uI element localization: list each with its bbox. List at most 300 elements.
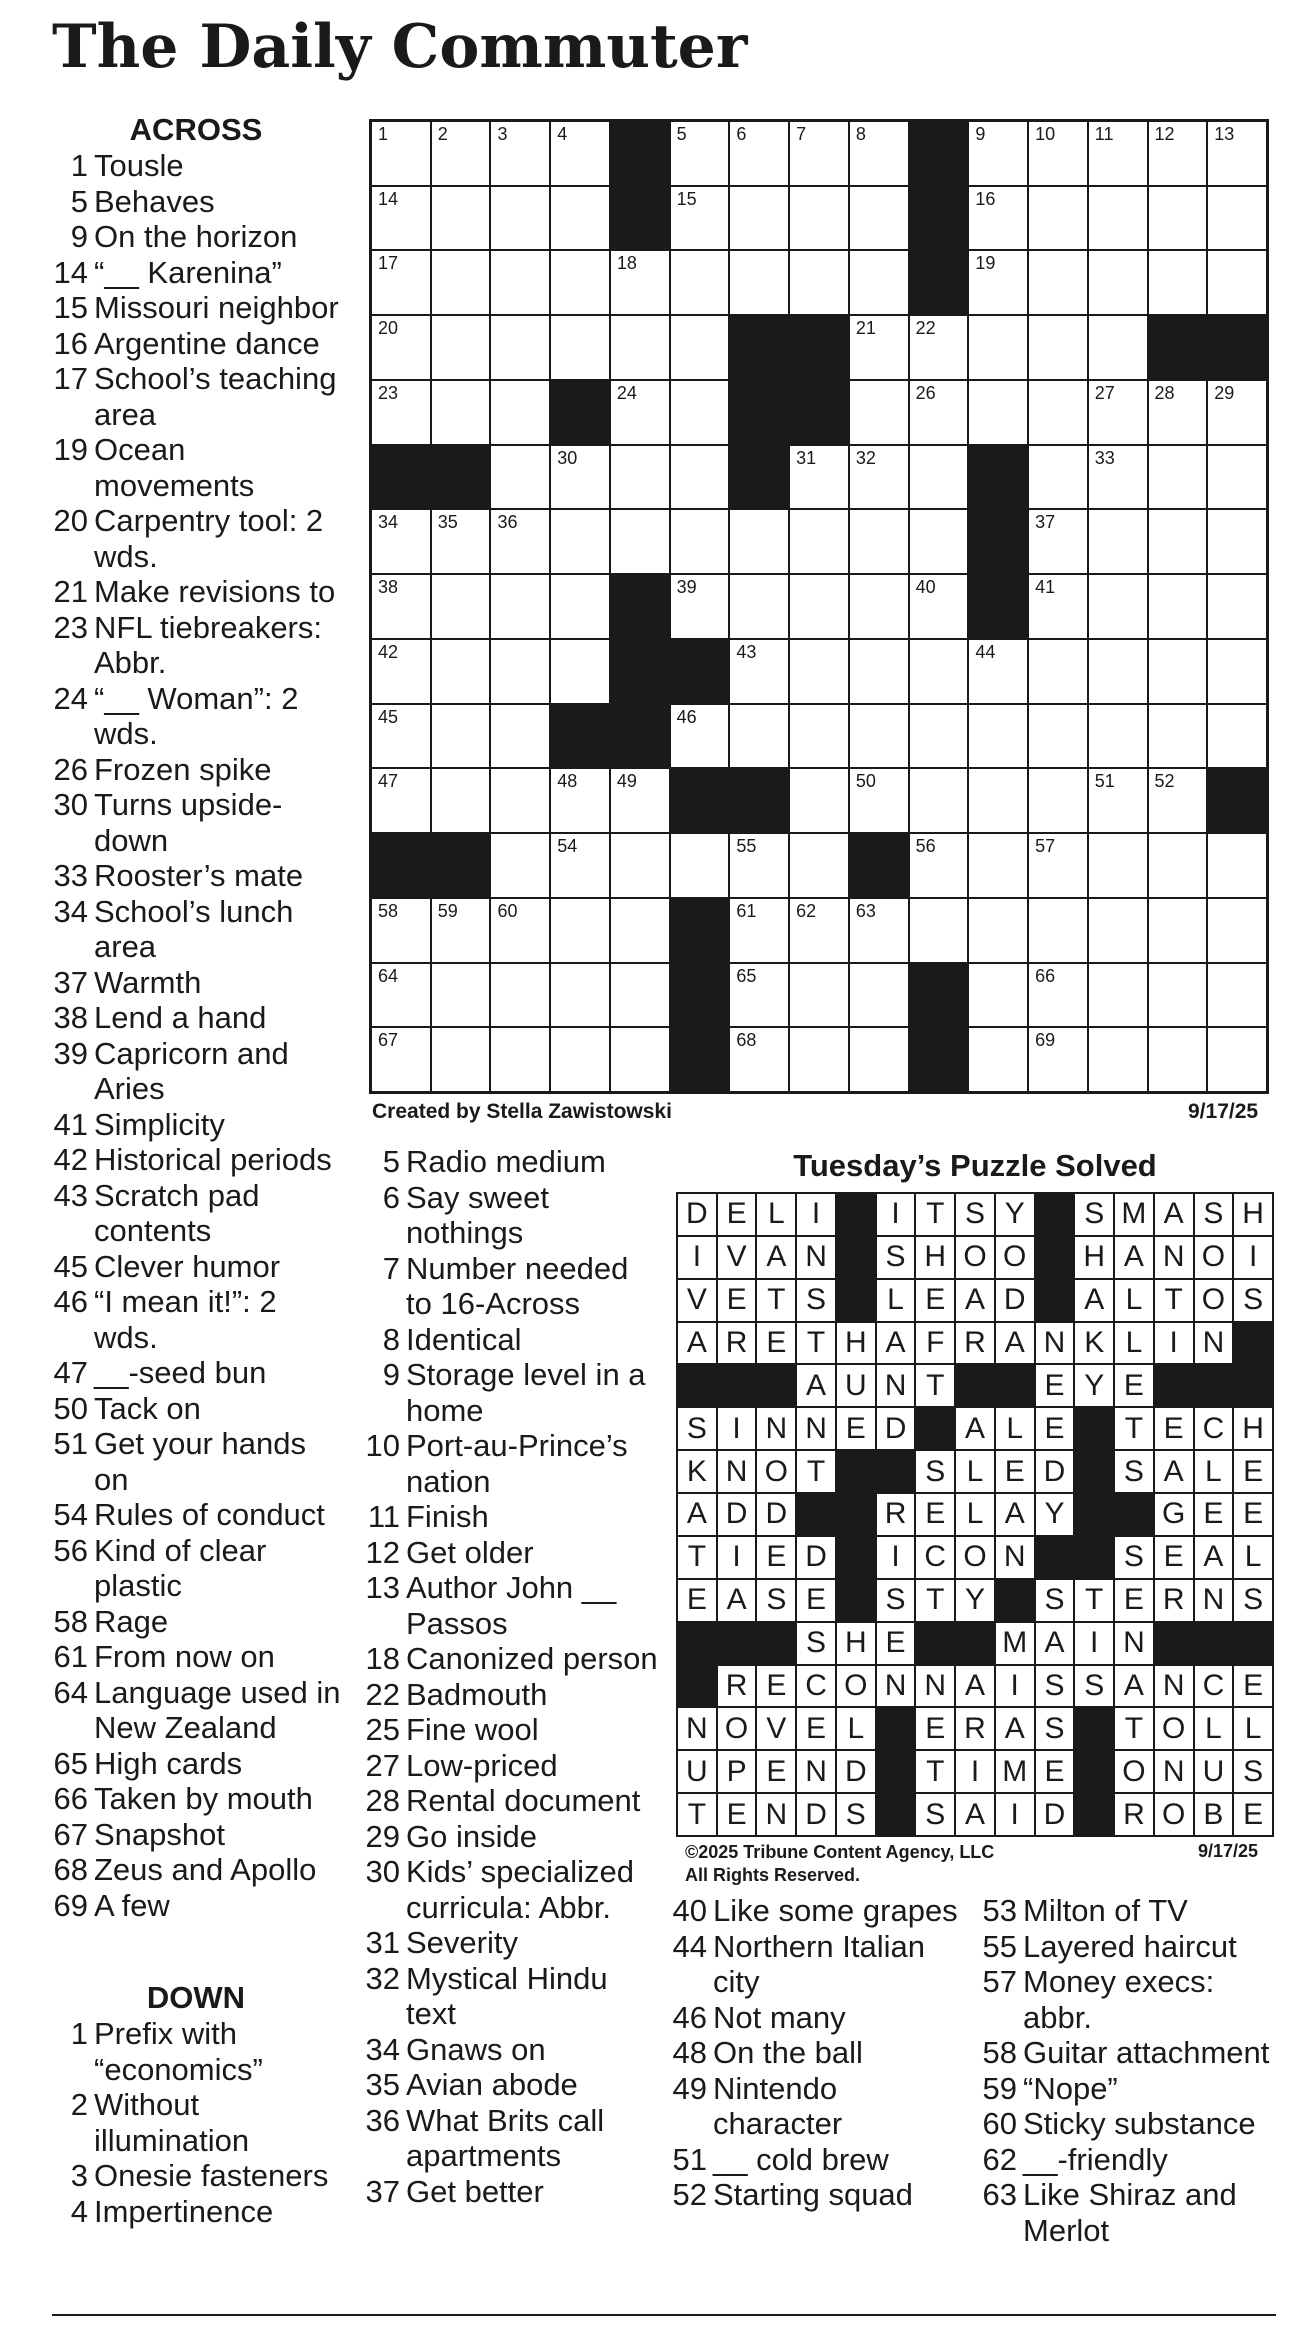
cell-number: 43	[736, 641, 757, 662]
grid-cell[interactable]	[1029, 834, 1087, 897]
solved-puzzle-date: 9/17/25	[1198, 1841, 1259, 1861]
grid-cell[interactable]	[1149, 575, 1207, 638]
clue-text: Like some grapes	[713, 1893, 958, 1928]
grid-cell[interactable]	[432, 316, 490, 379]
grid-cell[interactable]	[1089, 575, 1147, 638]
clue-text: __ cold brew	[713, 2141, 889, 2177]
clue-across-39	[46, 1036, 346, 1107]
solved-cell: D	[877, 1408, 915, 1449]
grid-cell[interactable]	[671, 381, 729, 444]
grid-cell[interactable]	[850, 316, 908, 379]
clue-down_col2-25	[358, 1712, 658, 1748]
grid-cell[interactable]	[1029, 705, 1087, 768]
grid-cell[interactable]	[432, 575, 490, 638]
black-square	[611, 575, 669, 638]
grid-cell[interactable]	[611, 899, 669, 962]
clue-text: __-seed bun	[94, 1355, 267, 1390]
grid-cell[interactable]	[969, 899, 1027, 962]
black-square	[910, 964, 968, 1027]
grid-cell[interactable]	[730, 705, 788, 768]
grid-cell[interactable]	[1089, 381, 1147, 444]
grid-cell[interactable]	[432, 187, 490, 250]
grid-cell[interactable]	[372, 510, 430, 573]
grid-cell[interactable]	[1149, 964, 1207, 1027]
solved-cell: S	[797, 1280, 835, 1321]
grid-cell[interactable]	[790, 834, 848, 897]
grid-cell[interactable]	[671, 575, 729, 638]
cell-number: 63	[855, 900, 876, 921]
grid-cell[interactable]	[372, 1028, 430, 1091]
grid-cell[interactable]	[611, 1028, 669, 1091]
grid-cell[interactable]	[1208, 1028, 1266, 1091]
grid-cell[interactable]	[491, 122, 549, 185]
solved-cell: D	[797, 1794, 835, 1835]
clue-down_col2-32	[358, 1961, 658, 2032]
grid-cell[interactable]	[491, 834, 549, 897]
clue-text: Go inside	[406, 1818, 537, 1854]
grid-cell[interactable]	[1029, 187, 1087, 250]
cell-number: 69	[1035, 1030, 1056, 1051]
grid-cell[interactable]	[611, 769, 669, 832]
solved-cell: M	[996, 1623, 1034, 1664]
clue-across-64	[46, 1675, 346, 1746]
black-square	[671, 1028, 729, 1091]
solved-cell: S	[1195, 1194, 1233, 1235]
grid-cell[interactable]	[1208, 834, 1266, 897]
grid-cell[interactable]	[1029, 510, 1087, 573]
grid-cell[interactable]	[1029, 964, 1087, 1027]
grid-cell[interactable]	[1029, 1028, 1087, 1091]
solved-black-square	[1036, 1194, 1074, 1235]
grid-cell[interactable]	[1208, 251, 1266, 314]
grid-cell[interactable]	[1089, 122, 1147, 185]
grid-cell[interactable]	[372, 316, 430, 379]
grid-cell[interactable]	[611, 834, 669, 897]
grid-cell[interactable]	[551, 1028, 609, 1091]
grid-cell[interactable]	[1029, 899, 1087, 962]
grid-cell[interactable]	[432, 381, 490, 444]
grid-cell[interactable]	[1089, 640, 1147, 703]
grid-cell[interactable]	[611, 251, 669, 314]
grid-cell[interactable]	[1089, 187, 1147, 250]
black-square	[432, 446, 490, 509]
grid-cell[interactable]	[1208, 187, 1266, 250]
grid-cell[interactable]	[671, 705, 729, 768]
solved-cell: I	[1075, 1623, 1113, 1664]
grid-cell[interactable]	[551, 251, 609, 314]
grid-cell[interactable]	[1208, 575, 1266, 638]
grid-cell[interactable]	[969, 251, 1027, 314]
clue-text: Number needed to 16-Across	[406, 1250, 629, 1321]
grid-cell[interactable]	[1149, 446, 1207, 509]
solved-cell: E	[1234, 1794, 1272, 1835]
clue-text: School’s lunch area	[94, 893, 294, 964]
clue-text: “__ Woman”: 2 wds.	[94, 680, 299, 751]
cell-number: 42	[378, 641, 399, 662]
grid-cell[interactable]	[730, 575, 788, 638]
cell-number: 68	[736, 1030, 757, 1051]
grid-cell[interactable]	[969, 769, 1027, 832]
grid-cell[interactable]	[551, 446, 609, 509]
clue-number: 18	[365, 1641, 400, 1676]
grid-cell[interactable]	[551, 769, 609, 832]
grid-cell[interactable]	[551, 316, 609, 379]
grid-cell[interactable]	[790, 640, 848, 703]
black-square	[969, 575, 1027, 638]
grid-cell[interactable]	[969, 640, 1027, 703]
grid-cell[interactable]	[790, 964, 848, 1027]
grid-cell[interactable]	[491, 1028, 549, 1091]
grid-cell[interactable]	[850, 510, 908, 573]
grid-cell[interactable]	[1089, 446, 1147, 509]
solved-cell: E	[1234, 1451, 1272, 1492]
grid-cell[interactable]	[910, 510, 968, 573]
grid-cell[interactable]	[491, 381, 549, 444]
cell-number: 10	[1035, 124, 1056, 144]
clue-text: Fine wool	[406, 1712, 539, 1747]
grid-cell[interactable]	[671, 316, 729, 379]
grid-cell[interactable]	[910, 705, 968, 768]
clue-down_col4-53	[975, 1893, 1275, 1929]
solved-cell: D	[797, 1537, 835, 1578]
grid-cell[interactable]	[1029, 251, 1087, 314]
solved-cell: N	[1155, 1666, 1193, 1707]
clue-number: 42	[53, 1142, 88, 1177]
grid-cell[interactable]	[1149, 769, 1207, 832]
grid-cell[interactable]	[372, 575, 430, 638]
grid-cell[interactable]	[372, 251, 430, 314]
grid-cell[interactable]	[730, 834, 788, 897]
grid-cell[interactable]	[1089, 251, 1147, 314]
grid-cell[interactable]	[850, 251, 908, 314]
clue-text: Badmouth	[406, 1676, 548, 1712]
solved-cell: N	[678, 1708, 716, 1749]
grid-cell[interactable]	[671, 251, 729, 314]
grid-cell[interactable]	[671, 510, 729, 573]
grid-cell[interactable]	[850, 575, 908, 638]
grid-cell[interactable]	[850, 446, 908, 509]
grid-cell[interactable]	[910, 446, 968, 509]
cell-number: 14	[378, 188, 399, 209]
solved-cell: S	[1234, 1280, 1272, 1321]
grid-cell[interactable]	[1089, 1028, 1147, 1091]
black-square	[1149, 316, 1207, 379]
grid-cell[interactable]	[1149, 899, 1207, 962]
solved-cell: E	[718, 1794, 756, 1835]
grid-cell[interactable]	[432, 510, 490, 573]
grid-cell[interactable]	[551, 964, 609, 1027]
clue-text: On the horizon	[94, 219, 298, 254]
grid-cell[interactable]	[1089, 899, 1147, 962]
grid-cell[interactable]	[910, 834, 968, 897]
grid-cell[interactable]	[910, 640, 968, 703]
down-clue-list-2	[358, 1144, 658, 2209]
grid-cell[interactable]	[1029, 381, 1087, 444]
clue-down_col2-28	[358, 1783, 658, 1819]
clue-text: Avian abode	[406, 2067, 578, 2102]
black-square	[1208, 316, 1266, 379]
clue-text: “Nope”	[1023, 2070, 1118, 2106]
clue-text: Snapshot	[94, 1816, 225, 1852]
grid-cell[interactable]	[491, 187, 549, 250]
grid-cell[interactable]	[1149, 705, 1207, 768]
grid-cell[interactable]	[730, 251, 788, 314]
grid-cell[interactable]	[1089, 510, 1147, 573]
grid-cell[interactable]	[850, 899, 908, 962]
solved-black-square	[1115, 1494, 1153, 1535]
grid-cell[interactable]	[432, 251, 490, 314]
grid-cell[interactable]	[1089, 834, 1147, 897]
grid-cell[interactable]	[969, 834, 1027, 897]
grid-cell[interactable]	[969, 316, 1027, 379]
solved-puzzle-title: Tuesday’s Puzzle Solved	[793, 1148, 1157, 1183]
solved-cell: I	[877, 1537, 915, 1578]
grid-cell[interactable]	[551, 187, 609, 250]
clue-text: Without illumination	[94, 2087, 250, 2158]
solved-cell: C	[916, 1537, 954, 1578]
solved-cell: P	[718, 1751, 756, 1792]
cell-number: 12	[1154, 124, 1175, 144]
grid-cell[interactable]	[611, 316, 669, 379]
clue-text: Nintendo character	[713, 2070, 843, 2141]
grid-cell[interactable]	[850, 1028, 908, 1091]
grid-cell[interactable]	[671, 446, 729, 509]
grid-cell[interactable]	[969, 381, 1027, 444]
grid-cell[interactable]	[551, 899, 609, 962]
grid-cell[interactable]	[910, 316, 968, 379]
clue-down_col3-44	[665, 1929, 965, 2000]
grid-cell[interactable]	[372, 705, 430, 768]
clue-text: Lend a hand	[94, 1000, 267, 1035]
grid-cell[interactable]	[611, 446, 669, 509]
clue-number: 49	[672, 2070, 707, 2106]
grid-cell[interactable]	[671, 834, 729, 897]
grid-cell[interactable]	[910, 769, 968, 832]
grid-cell[interactable]	[910, 381, 968, 444]
black-square	[910, 187, 968, 250]
grid-cell[interactable]	[730, 1028, 788, 1091]
solved-black-square	[996, 1580, 1034, 1621]
grid-cell[interactable]	[551, 122, 609, 185]
clue-across-17	[46, 361, 346, 432]
grid-cell[interactable]	[969, 964, 1027, 1027]
grid-cell[interactable]	[1029, 122, 1087, 185]
grid-cell[interactable]	[969, 122, 1027, 185]
grid-cell[interactable]	[1149, 122, 1207, 185]
solved-cell: O	[718, 1708, 756, 1749]
grid-cell[interactable]	[432, 769, 490, 832]
grid-cell[interactable]	[730, 964, 788, 1027]
grid-cell[interactable]	[372, 964, 430, 1027]
clue-down_col4-58	[975, 2035, 1275, 2071]
grid-cell[interactable]	[1029, 446, 1087, 509]
clue-text: NFL tiebreakers: Abbr.	[94, 609, 322, 680]
solved-cell: D	[837, 1751, 875, 1792]
grid-cell[interactable]	[790, 1028, 848, 1091]
grid-cell[interactable]	[1089, 964, 1147, 1027]
grid-cell[interactable]	[372, 640, 430, 703]
clue-number: 48	[672, 2035, 707, 2070]
grid-cell[interactable]	[850, 769, 908, 832]
grid-cell[interactable]	[910, 899, 968, 962]
grid-cell[interactable]	[372, 187, 430, 250]
grid-cell[interactable]	[790, 899, 848, 962]
grid-cell[interactable]	[1149, 834, 1207, 897]
cell-number: 15	[676, 188, 697, 209]
grid-cell[interactable]	[1029, 316, 1087, 379]
grid-cell[interactable]	[1149, 251, 1207, 314]
grid-cell[interactable]	[850, 122, 908, 185]
grid-cell[interactable]	[1208, 705, 1266, 768]
clue-text: “__ Karenina”	[94, 254, 282, 290]
grid-cell[interactable]	[969, 705, 1027, 768]
grid-cell[interactable]	[1208, 381, 1266, 444]
grid-cell[interactable]	[432, 899, 490, 962]
grid-cell[interactable]	[1208, 640, 1266, 703]
black-square	[551, 381, 609, 444]
grid-cell[interactable]	[432, 964, 490, 1027]
grid-cell[interactable]	[432, 640, 490, 703]
clue-down_col3-51	[665, 2142, 965, 2178]
grid-cell[interactable]	[491, 510, 549, 573]
grid-cell[interactable]	[611, 964, 669, 1027]
grid-cell[interactable]	[551, 575, 609, 638]
grid-cell[interactable]	[1149, 640, 1207, 703]
grid-cell[interactable]	[790, 769, 848, 832]
grid-cell[interactable]	[372, 122, 430, 185]
grid-cell[interactable]	[1149, 510, 1207, 573]
grid-cell[interactable]	[790, 510, 848, 573]
grid-cell[interactable]	[1149, 1028, 1207, 1091]
clue-text: Mystical Hindu text	[406, 1960, 608, 2031]
clue-down_col4-62	[975, 2142, 1275, 2178]
grid-cell[interactable]	[372, 381, 430, 444]
cell-number: 31	[796, 447, 817, 468]
solved-black-square	[837, 1494, 875, 1535]
grid-cell[interactable]	[1208, 899, 1266, 962]
solved-cell: M	[996, 1751, 1034, 1792]
grid-cell[interactable]	[850, 705, 908, 768]
grid-cell[interactable]	[1208, 964, 1266, 1027]
cell-number: 58	[378, 900, 399, 921]
grid-cell[interactable]	[1149, 381, 1207, 444]
grid-cell[interactable]	[1029, 575, 1087, 638]
grid-cell[interactable]	[1089, 316, 1147, 379]
grid-cell[interactable]	[730, 510, 788, 573]
solved-cell: O	[757, 1451, 795, 1492]
grid-cell[interactable]	[611, 510, 669, 573]
cell-number: 21	[855, 318, 876, 339]
grid-cell[interactable]	[1149, 187, 1207, 250]
solved-cell: S	[956, 1194, 994, 1235]
grid-cell[interactable]	[432, 122, 490, 185]
grid-cell[interactable]	[491, 705, 549, 768]
clue-down_col3-48	[665, 2035, 965, 2071]
grid-cell[interactable]	[551, 640, 609, 703]
grid-cell[interactable]	[1208, 446, 1266, 509]
grid-cell[interactable]	[850, 640, 908, 703]
grid-cell[interactable]	[730, 640, 788, 703]
grid-cell[interactable]	[790, 251, 848, 314]
grid-cell[interactable]	[432, 705, 490, 768]
solved-cell: S	[1115, 1537, 1153, 1578]
grid-cell[interactable]	[491, 251, 549, 314]
solved-cell: A	[956, 1280, 994, 1321]
across-heading: ACROSS	[129, 112, 263, 147]
grid-cell[interactable]	[551, 834, 609, 897]
grid-cell[interactable]	[372, 769, 430, 832]
grid-cell[interactable]	[790, 446, 848, 509]
grid-cell[interactable]	[491, 964, 549, 1027]
solved-black-square	[1036, 1537, 1074, 1578]
grid-cell[interactable]	[790, 122, 848, 185]
solved-black-square	[678, 1365, 716, 1406]
grid-cell[interactable]	[790, 575, 848, 638]
grid-cell[interactable]	[1208, 122, 1266, 185]
clue-number: 3	[70, 2158, 88, 2193]
clue-number: 34	[365, 2031, 400, 2067]
grid-cell[interactable]	[910, 575, 968, 638]
clue-down_col2-6	[358, 1180, 658, 1251]
grid-cell[interactable]	[730, 187, 788, 250]
grid-cell[interactable]	[790, 187, 848, 250]
grid-cell[interactable]	[1208, 510, 1266, 573]
grid-cell[interactable]	[1089, 705, 1147, 768]
grid-cell[interactable]	[1029, 640, 1087, 703]
grid-cell[interactable]	[372, 899, 430, 962]
black-square	[910, 251, 968, 314]
solved-cell: S	[877, 1580, 915, 1621]
grid-cell[interactable]	[850, 381, 908, 444]
grid-cell[interactable]	[850, 187, 908, 250]
grid-cell[interactable]	[969, 187, 1027, 250]
clue-down_col2-31	[358, 1925, 658, 1961]
grid-cell[interactable]	[1029, 769, 1087, 832]
grid-cell[interactable]	[491, 769, 549, 832]
clue-number: 30	[53, 787, 88, 822]
grid-cell[interactable]	[432, 1028, 490, 1091]
grid-cell[interactable]	[491, 446, 549, 509]
solved-cell: I	[797, 1194, 835, 1235]
grid-cell[interactable]	[491, 640, 549, 703]
clue-across-65	[46, 1746, 346, 1782]
grid-cell[interactable]	[790, 705, 848, 768]
clue-text: Guitar attachment	[1023, 2035, 1270, 2070]
grid-cell[interactable]	[671, 122, 729, 185]
solved-cell: U	[678, 1751, 716, 1792]
clue-down_col4-57	[975, 1964, 1275, 2035]
grid-cell[interactable]	[1089, 769, 1147, 832]
solved-cell: H	[837, 1323, 875, 1364]
grid-cell[interactable]	[491, 575, 549, 638]
grid-cell[interactable]	[850, 964, 908, 1027]
clue-down_col1-2	[46, 2087, 346, 2158]
grid-cell[interactable]	[551, 510, 609, 573]
grid-cell[interactable]	[611, 381, 669, 444]
solved-cell: D	[1036, 1451, 1074, 1492]
solved-cell: A	[1075, 1280, 1113, 1321]
grid-cell[interactable]	[730, 122, 788, 185]
grid-cell[interactable]	[491, 316, 549, 379]
grid-cell[interactable]	[491, 899, 549, 962]
clue-text: Language used in New Zealand	[94, 1674, 341, 1745]
cell-number: 29	[1214, 382, 1235, 403]
grid-cell[interactable]	[969, 1028, 1027, 1091]
grid-cell[interactable]	[730, 899, 788, 962]
solved-cell: T	[678, 1794, 716, 1835]
grid-cell[interactable]	[671, 187, 729, 250]
clue-text: Identical	[406, 1321, 522, 1357]
